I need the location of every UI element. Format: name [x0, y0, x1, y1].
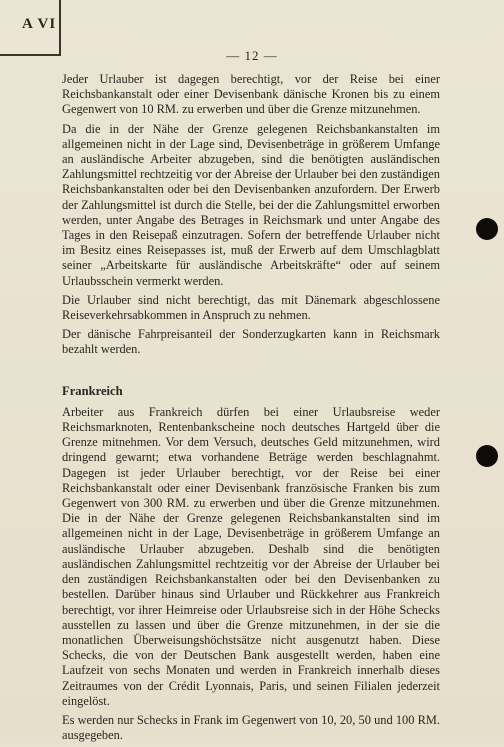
- paragraph-denmark-procurement: Da die in der Nähe der Grenze gelegenen Reichsbankanstalten im allgemeinen nicht in der Lage sind, Devisenbeträge in größerem Umfange an ausländische Arbeiter abzugeben, sind die benötigten ausländischen Zahlungsmittel rechtzeitig vor der Abreise der Urlauber bei den zuständigen Reichsbankanstalten oder bei den Devisenbanken anzufordern. Der Erwerb der Zahlungsmittel ist durch die Stelle, bei der die Zahlungsmittel erworben werden, unter Angabe des Betrages in Reichsmark und unter Angabe des Tages in den Reisepaß einzutragen. Sofern der betreffende Urlauber nicht im Besitz eines Reisepasses ist, muß der Erwerb auf dem Umschlagblatt seiner „Arbeitskarte für ausländische Arbeitskräfte“ oder auf seinem Urlaubsschein vermerkt werden.: [62, 121, 440, 288]
- punch-hole: [476, 445, 498, 467]
- paragraph-denmark-fare: Der dänische Fahrpreisanteil der Sonderzugkarten kann in Reichsmark bezahlt werden.: [62, 327, 440, 357]
- document-body: [62, 72, 440, 747]
- section-heading-france: Frankreich: [62, 383, 123, 398]
- page-number: — 12 —: [226, 48, 278, 63]
- punch-hole: [476, 218, 498, 240]
- paragraph-denmark-travel-agreement: Die Urlauber sind nicht berechtigt, das mit Dänemark abgeschlossene Reiseverkehrsabkommen in Anspruch zu nehmen.: [62, 292, 440, 323]
- paragraph-denmark-currency: Jeder Urlauber ist dagegen berechtigt, vor der Reise bei einer Reichsbankanstalt oder einer Devisenbank dänische Kronen bis zu einem Gegenwert von 10 RM. zu erwerben und über die Grenze mitzunehmen.: [62, 72, 440, 117]
- section-tab-label: A VI: [22, 16, 57, 32]
- paragraph-france-cheques: Es werden nur Schecks in Frank im Gegenwert von 10, 20, 50 und 100 RM. ausgegeben.: [62, 712, 440, 743]
- paragraph-france-currency: Arbeiter aus Frankreich dürfen bei einer Urlaubsreise weder Reichsmarknoten, Rentenbankscheine noch deutsches Hartgeld über die Grenze mitnehmen. Vor dem Versuch, deutsches Geld mitzunehmen, wird dringend gewarnt; etwa vorhandene Beträge werden beschlagnahmt. Dagegen ist jeder Urlauber berechtigt, vor der Reise bei einer Reichsbankanstalt oder einer Devisenbank französische Franken bis zum Gegenwert von 300 RM. zu erwerben und über die Grenze mitzunehmen. Die in der Nähe der Grenze gelegenen Reichsbankanstalten sind im allgemeinen nicht in der Lage, Devisenbeträge in größerem Umfange an ausländische Urlauber abzugeben. Deshalb sind die benötigten ausländischen Zahlungsmittel rechtzeitig vor der Abreise der Urlauber bei den zuständigen Reichsbankanstalten oder bei den Devisenbanken zu bestellen. Darüber hinaus sind Urlauber und Rückkehrer aus Frankreich berechtigt, vor ihrer Heimreise oder Urlaubsreise sich in der Höhe Schecks ausstellen zu lassen und über die Grenze mitzunehmen, in der sie die monatlichen Überweisungshöchstsätze nicht ausgenutzt haben. Diese Schecks, die von der Deutschen Bank ausgestellt werden, haben eine Laufzeit von sechs Monaten und werden in Frankreich innerhalb dieses Zeitraumes von der Crédit Lyonnais, Paris, und seinen Filialen jederzeit eingelöst.: [62, 404, 440, 708]
